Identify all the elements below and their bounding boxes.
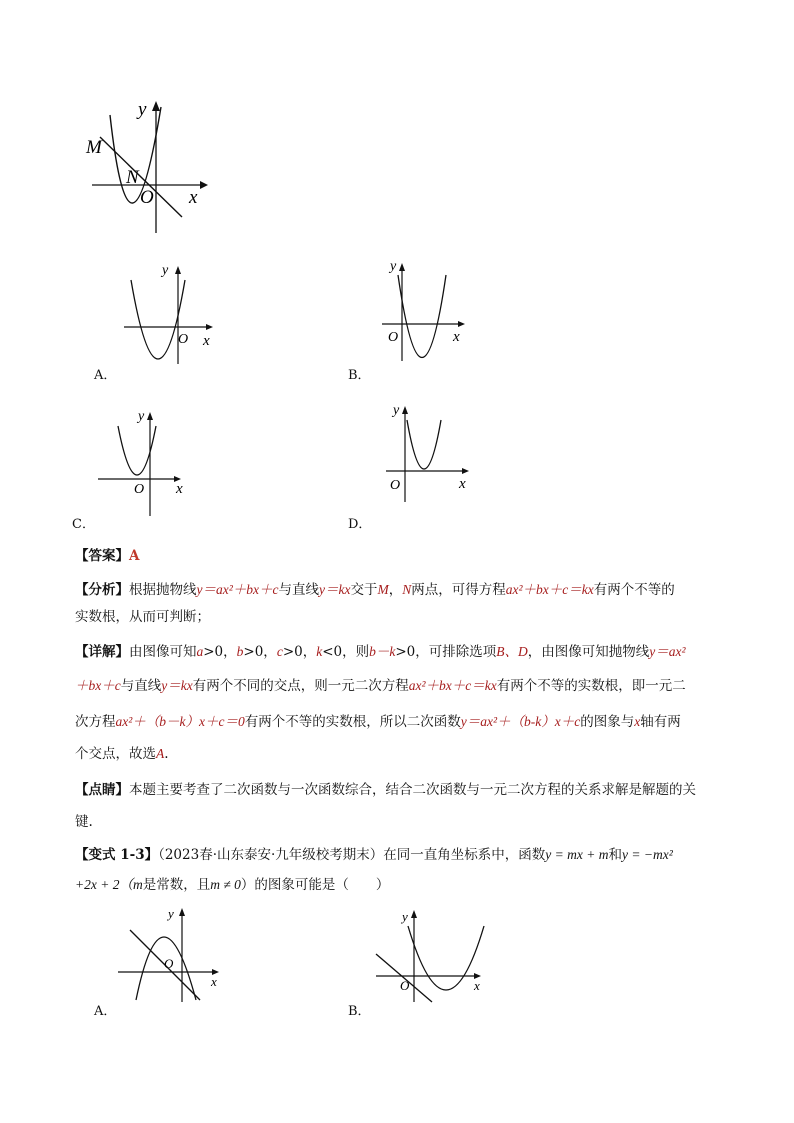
variant-option-b-graph [370, 904, 495, 1004]
text-span: 有两个不等的 [593, 582, 675, 598]
text-span: 本题主要考查了二次函数与一次函数综合，结合二次函数与一元二次方程的关系求解是解题的关 [129, 782, 696, 798]
text-span: （2023春·山东泰安·九年级校考期末）在同一直角坐标系中，函数 [158, 847, 546, 863]
variant-option-a-label: A． [94, 1004, 117, 1019]
text-span: 交于 [350, 582, 378, 598]
comment-line-2: 键. [75, 814, 93, 830]
math-span: y = mx + m [545, 847, 609, 862]
variant-line-2 [75, 875, 725, 895]
math-span: ax²＋（b－k）x＋c＝0 [115, 714, 245, 729]
math-span: B、D [496, 644, 528, 659]
option-d-label: D． [348, 517, 372, 532]
option-a-o: O [178, 332, 189, 347]
option-c-x: x [176, 481, 183, 497]
variant-b-x: x [474, 978, 480, 993]
text-span: 轴有两 [640, 714, 681, 730]
detail-tag: 【详解】 [75, 644, 129, 660]
math-span: a [196, 644, 204, 659]
math-span: c [276, 644, 283, 659]
math-span: A [156, 746, 165, 761]
text-span: >0， [203, 644, 237, 660]
math-span: ax²＋bx＋c＝kx [408, 678, 497, 693]
option-a-graph [118, 258, 218, 368]
text-span: 有两个不等的实数根，所以二次函数 [244, 714, 461, 730]
option-d-y: y [393, 403, 400, 418]
option-c-graph [94, 404, 199, 519]
math-span: m [132, 877, 143, 892]
math-span: x [634, 714, 641, 729]
math-span: ＋bx＋c [75, 678, 121, 693]
math-span: y＝ax² [649, 644, 686, 659]
variant-a-o: O [164, 956, 174, 971]
text-span: 个交点，故选 [75, 746, 156, 762]
detail-line-4 [75, 744, 725, 764]
detail-line-3 [75, 712, 725, 732]
variant-line-1 [75, 845, 725, 865]
math-span: b [236, 644, 244, 659]
main-x-label: x [189, 187, 198, 208]
variant-b-y: y [402, 909, 408, 924]
option-d-o: O [390, 478, 401, 493]
math-span: +2x + 2（ [75, 877, 133, 892]
text-span: 由图像可知 [129, 644, 197, 660]
option-c-label: C． [72, 517, 95, 532]
text-span: 和 [608, 847, 622, 863]
math-span: m ≠ 0 [210, 877, 241, 892]
text-span: 两点，可得方程 [411, 582, 506, 598]
option-a-label: A． [94, 368, 117, 383]
detail-line-1 [75, 642, 725, 662]
text-span: ，由图像可知抛物线 [527, 644, 650, 660]
text-span: 的图象与 [580, 714, 635, 730]
variant-tag: 【变式 1-3】 [75, 847, 159, 863]
math-span: N [402, 582, 412, 597]
option-a-y: y [162, 263, 169, 278]
analysis-line-1 [75, 580, 725, 600]
math-span: k [316, 644, 323, 659]
text-span: >0，可排除选项 [395, 644, 497, 660]
option-d-x: x [459, 476, 466, 492]
text-span: 是常数，且 [142, 877, 211, 893]
option-b-label: B． [348, 368, 371, 383]
comment-tag: 【点睛】 [75, 782, 129, 798]
math-span: b－k [369, 644, 396, 659]
option-c-o: O [134, 482, 145, 497]
detail-line-2 [75, 676, 725, 696]
answer-line [75, 546, 725, 566]
analysis-line-2: 实数根，从而可判断； [75, 609, 210, 625]
text-span: . [164, 746, 169, 762]
text-span: 与直线 [120, 678, 162, 694]
comment-line-1 [75, 780, 725, 800]
text-span: >0， [243, 644, 277, 660]
variant-option-b-label: B． [348, 1004, 371, 1019]
option-b-y: y [390, 259, 397, 274]
variant-option-a-graph [112, 904, 227, 1004]
text-span: 有两个不等的实数根，即一元二 [496, 678, 686, 694]
option-b-graph [378, 255, 478, 365]
answer-tag: 【答案】 [75, 548, 129, 564]
variant-b-o: O [400, 978, 410, 993]
option-d-graph [384, 398, 484, 508]
option-b-x: x [453, 329, 460, 345]
math-span: y＝kx [161, 678, 193, 693]
option-b-o: O [388, 330, 399, 345]
option-c-y: y [138, 409, 145, 424]
main-n-label: N [126, 167, 139, 188]
math-span: y＝ax²＋（b-k）x＋c [460, 714, 581, 729]
main-graph [80, 95, 210, 240]
main-o-label: O [140, 187, 154, 208]
math-span: y＝ax²＋bx＋c [196, 582, 279, 597]
text-span: >0， [282, 644, 317, 660]
math-span: M [377, 582, 389, 597]
main-m-label: M [86, 137, 102, 158]
text-span: 与直线 [278, 582, 320, 598]
text-span: <0，则 [322, 644, 370, 660]
analysis-tag: 【分析】 [75, 582, 129, 598]
text-span: ， [388, 582, 403, 598]
variant-a-y: y [168, 906, 174, 921]
variant-a-x: x [211, 974, 217, 989]
answer-value: A [129, 548, 140, 564]
main-y-label: y [138, 99, 147, 120]
math-span: ax²＋bx＋c＝kx [505, 582, 594, 597]
math-span: y = −mx² [622, 847, 673, 862]
text-span: 次方程 [75, 714, 116, 730]
text-span: ）的图象可能是（ ） [240, 877, 390, 893]
math-span: y＝kx [319, 582, 351, 597]
text-span: 有两个不同的交点，则一元二次方程 [192, 678, 409, 694]
text-span: 根据抛物线 [129, 582, 197, 598]
option-a-x: x [203, 333, 210, 349]
